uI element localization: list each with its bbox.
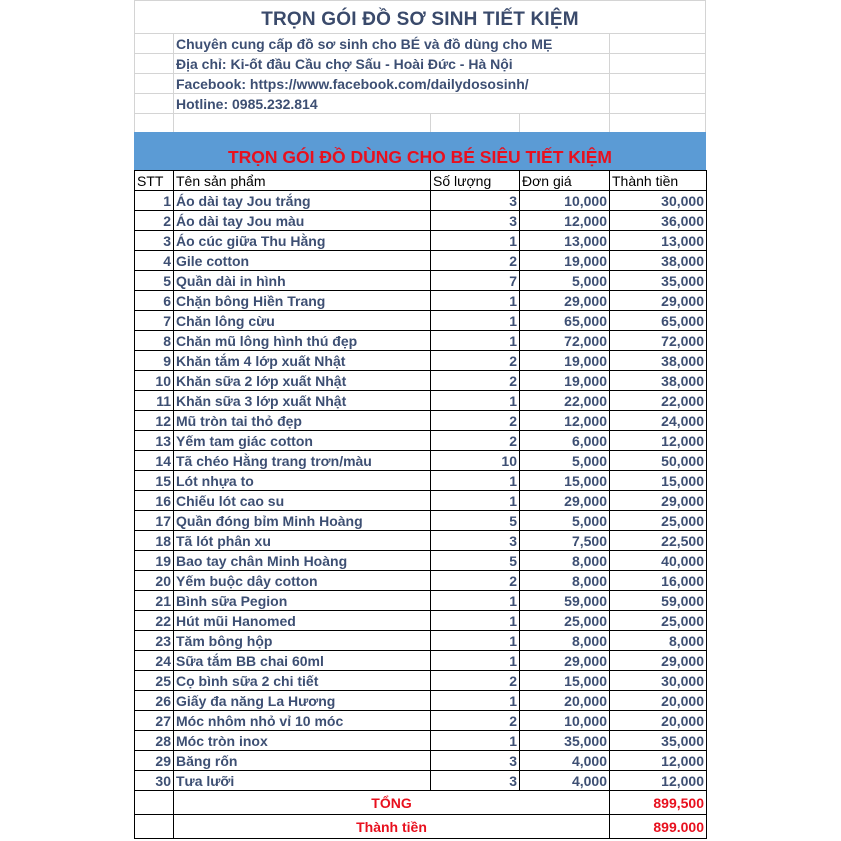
stt-cell: 21 <box>135 591 174 611</box>
table-row <box>135 251 707 271</box>
unit-price-cell: 22,000 <box>520 391 610 411</box>
quantity-cell: 3 <box>431 531 520 551</box>
table-header-row <box>135 171 707 191</box>
column-header-unit-price: Đơn giá <box>520 171 610 191</box>
facebook-link[interactable]: Facebook: https://www.facebook.com/dailydososinh/ <box>176 76 529 92</box>
stt-cell: 14 <box>135 451 174 471</box>
stt-cell: 27 <box>135 711 174 731</box>
address-text: Địa chỉ: Ki-ốt đầu Cầu chợ Sấu - Hoài Đức - Hà Nội <box>176 56 513 72</box>
unit-price-cell: 10,000 <box>520 711 610 731</box>
unit-price-cell: 29,000 <box>520 291 610 311</box>
unit-price-cell: 29,000 <box>520 651 610 671</box>
unit-price-cell: 5,000 <box>520 451 610 471</box>
product-name-cell: Khăn tắm 4 lớp xuất Nhật <box>174 351 431 371</box>
quantity-cell: 2 <box>431 711 520 731</box>
stt-cell: 17 <box>135 511 174 531</box>
table-row <box>135 691 707 711</box>
amount-cell: 59,000 <box>610 591 707 611</box>
stt-cell: 5 <box>135 271 174 291</box>
unit-price-cell: 12,000 <box>520 211 610 231</box>
product-name-cell: Móc tròn inox <box>174 731 431 751</box>
product-name-cell: Yếm buộc dây cotton <box>174 571 431 591</box>
product-name-cell: Tăm bông hộp <box>174 631 431 651</box>
unit-price-cell: 65,000 <box>520 311 610 331</box>
amount-cell: 38,000 <box>610 351 707 371</box>
empty-cell <box>135 815 174 839</box>
column-header-amount: Thành tiền <box>610 171 707 191</box>
unit-price-cell: 25,000 <box>520 611 610 631</box>
column-header-quantity: Số lượng <box>431 171 520 191</box>
hotline-text: Hotline: 0985.232.814 <box>176 96 318 112</box>
table-row <box>135 671 707 691</box>
amount-cell: 35,000 <box>610 271 707 291</box>
quantity-cell: 3 <box>431 211 520 231</box>
product-name-cell: Băng rốn <box>174 751 431 771</box>
unit-price-cell: 20,000 <box>520 691 610 711</box>
unit-price-cell: 19,000 <box>520 371 610 391</box>
quantity-cell: 2 <box>431 571 520 591</box>
quantity-cell: 1 <box>431 231 520 251</box>
grid-line <box>430 113 431 132</box>
quantity-cell: 1 <box>431 331 520 351</box>
product-name-cell: Giấy đa năng La Hương <box>174 691 431 711</box>
table-row <box>135 291 707 311</box>
quantity-cell: 1 <box>431 491 520 511</box>
amount-cell: 12,000 <box>610 751 707 771</box>
quantity-cell: 1 <box>431 691 520 711</box>
quantity-cell: 1 <box>431 591 520 611</box>
quantity-cell: 1 <box>431 731 520 751</box>
product-name-cell: Chăn mũ lông hình thú đẹp <box>174 331 431 351</box>
amount-cell: 29,000 <box>610 651 707 671</box>
stt-cell: 3 <box>135 231 174 251</box>
quantity-cell: 7 <box>431 271 520 291</box>
stt-cell: 22 <box>135 611 174 631</box>
table-row <box>135 271 707 291</box>
table-row <box>135 591 707 611</box>
stt-cell: 6 <box>135 291 174 311</box>
table-row <box>135 571 707 591</box>
product-name-cell: Tưa lưỡi <box>174 771 431 791</box>
table-row <box>135 211 707 231</box>
unit-price-cell: 29,000 <box>520 491 610 511</box>
table-row <box>135 491 707 511</box>
stt-cell: 19 <box>135 551 174 571</box>
quantity-cell: 1 <box>431 291 520 311</box>
stt-cell: 28 <box>135 731 174 751</box>
total-row-value: 899,500 <box>610 791 707 815</box>
stt-cell: 23 <box>135 631 174 651</box>
product-name-cell: Bình sữa Pegion <box>174 591 431 611</box>
info-row <box>134 94 706 114</box>
stt-cell: 4 <box>135 251 174 271</box>
product-name-cell: Áo dài tay Jou màu <box>174 211 431 231</box>
unit-price-cell: 13,000 <box>520 231 610 251</box>
unit-price-cell: 35,000 <box>520 731 610 751</box>
amount-cell: 38,000 <box>610 371 707 391</box>
unit-price-cell: 4,000 <box>520 751 610 771</box>
amount-cell: 35,000 <box>610 731 707 751</box>
stt-cell: 26 <box>135 691 174 711</box>
table-row <box>135 431 707 451</box>
quantity-cell: 3 <box>431 771 520 791</box>
amount-cell: 24,000 <box>610 411 707 431</box>
table-row <box>135 191 707 211</box>
table-row <box>135 231 707 251</box>
table-row <box>135 731 707 751</box>
quantity-cell: 1 <box>431 611 520 631</box>
table-row <box>135 651 707 671</box>
amount-cell: 65,000 <box>610 311 707 331</box>
amount-cell: 25,000 <box>610 511 707 531</box>
unit-price-cell: 8,000 <box>520 631 610 651</box>
table-row <box>135 711 707 731</box>
info-row <box>134 34 706 54</box>
table-row <box>135 311 707 331</box>
unit-price-cell: 59,000 <box>520 591 610 611</box>
quantity-cell: 5 <box>431 511 520 531</box>
amount-cell: 38,000 <box>610 251 707 271</box>
stt-cell: 12 <box>135 411 174 431</box>
grid-line <box>519 113 520 132</box>
product-table <box>134 170 707 839</box>
info-row <box>134 74 706 94</box>
stt-cell: 18 <box>135 531 174 551</box>
column-header-stt: STT <box>135 171 174 191</box>
stt-cell: 16 <box>135 491 174 511</box>
product-name-cell: Cọ bình sữa 2 chi tiết <box>174 671 431 691</box>
amount-cell: 50,000 <box>610 451 707 471</box>
product-name-cell: Bao tay chân Minh Hoàng <box>174 551 431 571</box>
quantity-cell: 1 <box>431 391 520 411</box>
quantity-cell: 2 <box>431 351 520 371</box>
amount-cell: 22,500 <box>610 531 707 551</box>
amount-cell: 22,000 <box>610 391 707 411</box>
stt-cell: 10 <box>135 371 174 391</box>
table-row <box>135 751 707 771</box>
table-row <box>135 351 707 371</box>
quantity-cell: 1 <box>431 311 520 331</box>
table-row <box>135 471 707 491</box>
stt-cell: 13 <box>135 431 174 451</box>
product-name-cell: Hút mũi Hanomed <box>174 611 431 631</box>
stt-cell: 25 <box>135 671 174 691</box>
table-row <box>135 631 707 651</box>
table-row <box>135 331 707 351</box>
unit-price-cell: 72,000 <box>520 331 610 351</box>
product-name-cell: Chặn bông Hiền Trang <box>174 291 431 311</box>
product-name-cell: Mũ tròn tai thỏ đẹp <box>174 411 431 431</box>
stt-cell: 30 <box>135 771 174 791</box>
quantity-cell: 10 <box>431 451 520 471</box>
quantity-cell: 2 <box>431 431 520 451</box>
amount-cell: 13,000 <box>610 231 707 251</box>
stt-cell: 1 <box>135 191 174 211</box>
quantity-cell: 2 <box>431 671 520 691</box>
unit-price-cell: 4,000 <box>520 771 610 791</box>
table-row <box>135 551 707 571</box>
product-name-cell: Móc nhôm nhỏ vỉ 10 móc <box>174 711 431 731</box>
unit-price-cell: 8,000 <box>520 571 610 591</box>
unit-price-cell: 12,000 <box>520 411 610 431</box>
stt-cell: 2 <box>135 211 174 231</box>
table-row <box>135 391 707 411</box>
amount-cell: 20,000 <box>610 691 707 711</box>
unit-price-cell: 5,000 <box>520 511 610 531</box>
stt-cell: 8 <box>135 331 174 351</box>
total-row <box>135 791 707 815</box>
banner-title: TRỌN GÓI ĐỒ DÙNG CHO BÉ SIÊU TIẾT KIỆM <box>227 147 613 167</box>
product-name-cell: Sữa tắm BB chai 60ml <box>174 651 431 671</box>
stt-cell: 15 <box>135 471 174 491</box>
unit-price-cell: 15,000 <box>520 671 610 691</box>
unit-price-cell: 6,000 <box>520 431 610 451</box>
product-name-cell: Chăn lông cừu <box>174 311 431 331</box>
amount-cell: 40,000 <box>610 551 707 571</box>
quantity-cell: 5 <box>431 551 520 571</box>
page-title: TRỌN GÓI ĐỒ SƠ SINH TIẾT KIỆM <box>261 9 579 30</box>
product-name-cell: Tã chéo Hằng trang trơn/màu <box>174 451 431 471</box>
amount-cell: 25,000 <box>610 611 707 631</box>
amount-cell: 36,000 <box>610 211 707 231</box>
amount-cell: 12,000 <box>610 431 707 451</box>
spreadsheet <box>134 0 706 841</box>
info-row <box>134 54 706 74</box>
quantity-cell: 3 <box>431 191 520 211</box>
quantity-cell: 1 <box>431 651 520 671</box>
column-header-name: Tên sản phẩm <box>174 171 431 191</box>
table-row <box>135 611 707 631</box>
product-table-body <box>135 171 707 839</box>
amount-cell: 72,000 <box>610 331 707 351</box>
unit-price-cell: 7,500 <box>520 531 610 551</box>
quantity-cell: 2 <box>431 371 520 391</box>
stt-cell: 29 <box>135 751 174 771</box>
stt-cell: 7 <box>135 311 174 331</box>
amount-cell: 16,000 <box>610 571 707 591</box>
product-name-cell: Quần đóng bỉm Minh Hoàng <box>174 511 431 531</box>
product-name-cell: Áo cúc giữa Thu Hằng <box>174 231 431 251</box>
quantity-cell: 1 <box>431 471 520 491</box>
unit-price-cell: 15,000 <box>520 471 610 491</box>
product-name-cell: Lót nhựa to <box>174 471 431 491</box>
banner <box>134 132 706 170</box>
quantity-cell: 1 <box>431 631 520 651</box>
total-row-label: TỔNG <box>174 791 610 815</box>
amount-cell: 8,000 <box>610 631 707 651</box>
stt-cell: 11 <box>135 391 174 411</box>
product-name-cell: Yếm tam giác cotton <box>174 431 431 451</box>
amount-cell: 20,000 <box>610 711 707 731</box>
table-row <box>135 771 707 791</box>
product-name-cell: Áo dài tay Jou trắng <box>174 191 431 211</box>
product-name-cell: Khăn sữa 3 lớp xuất Nhật <box>174 391 431 411</box>
empty-cell <box>135 791 174 815</box>
product-name-cell: Quần dài in hình <box>174 271 431 291</box>
amount-cell: 30,000 <box>610 671 707 691</box>
final-total-row-label: Thành tiền <box>174 815 610 839</box>
final-total-row <box>135 815 707 839</box>
unit-price-cell: 10,000 <box>520 191 610 211</box>
tagline-text: Chuyên cung cấp đồ sơ sinh cho BÉ và đồ dùng cho MẸ <box>176 36 553 52</box>
final-total-row-value: 899.000 <box>610 815 707 839</box>
product-name-cell: Tã lót phân xu <box>174 531 431 551</box>
product-name-cell: Chiếu lót cao su <box>174 491 431 511</box>
amount-cell: 30,000 <box>610 191 707 211</box>
table-row <box>135 451 707 471</box>
product-name-cell: Khăn sữa 2 lớp xuất Nhật <box>174 371 431 391</box>
table-row <box>135 371 707 391</box>
unit-price-cell: 8,000 <box>520 551 610 571</box>
quantity-cell: 3 <box>431 751 520 771</box>
stt-cell: 24 <box>135 651 174 671</box>
amount-cell: 12,000 <box>610 771 707 791</box>
table-row <box>135 511 707 531</box>
amount-cell: 29,000 <box>610 491 707 511</box>
unit-price-cell: 19,000 <box>520 351 610 371</box>
table-row <box>135 411 707 431</box>
stt-cell: 20 <box>135 571 174 591</box>
table-row <box>135 531 707 551</box>
amount-cell: 15,000 <box>610 471 707 491</box>
quantity-cell: 2 <box>431 411 520 431</box>
unit-price-cell: 19,000 <box>520 251 610 271</box>
stt-cell: 9 <box>135 351 174 371</box>
quantity-cell: 2 <box>431 251 520 271</box>
product-name-cell: Gile cotton <box>174 251 431 271</box>
unit-price-cell: 5,000 <box>520 271 610 291</box>
amount-cell: 29,000 <box>610 291 707 311</box>
